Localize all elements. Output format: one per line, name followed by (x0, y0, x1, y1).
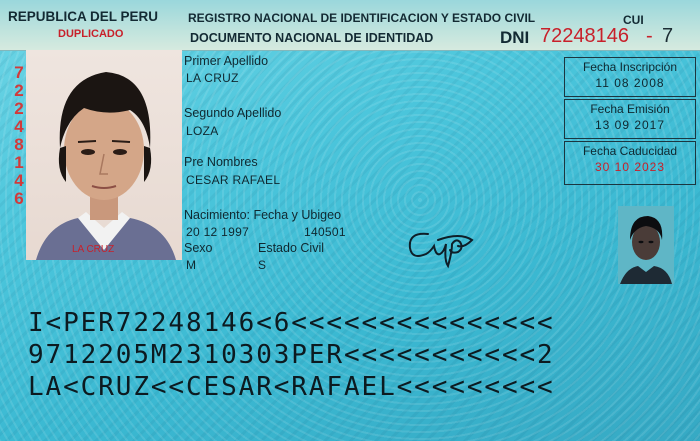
registration-date-label: Fecha Inscripción (582, 60, 678, 74)
expiry-date-box (564, 141, 696, 185)
document-title: DOCUMENTO NACIONAL DE IDENTIDAD (190, 31, 434, 45)
issue-date-label: Fecha Emisión (590, 102, 670, 116)
ghost-portrait (618, 206, 674, 284)
side-digit: 4 (14, 171, 24, 190)
first-surname-label: Primer Apellido (184, 54, 269, 68)
dni-number: 72248146 (540, 25, 629, 47)
side-digit: 8 (14, 135, 24, 154)
civil-status-label: Estado Civil (258, 241, 324, 255)
side-digit: 1 (14, 153, 24, 172)
photo-caption: LA CRUZ (72, 244, 115, 255)
registration-date-value: 11 08 2008 (595, 76, 665, 90)
side-digit: 7 (14, 63, 24, 82)
sex-value: M (186, 258, 197, 272)
expiry-date-label: Fecha Caducidad (582, 144, 678, 158)
given-names-value: CESAR RAFAEL (186, 173, 281, 187)
country-name: REPUBLICA DEL PERU (8, 9, 159, 24)
mrz-line-3: LA<CRUZ<<CESAR<RAFAEL<<<<<<<<< (28, 372, 555, 402)
side-digit: 4 (14, 117, 24, 136)
side-digit: 2 (14, 99, 24, 118)
check-digit: 7 (662, 25, 674, 47)
portrait-illustration (26, 50, 182, 260)
issue-date-value: 13 09 2017 (594, 118, 666, 132)
expiry-date-value: 30 10 2023 (594, 160, 666, 174)
cui-label: CUI (623, 13, 644, 27)
signature (400, 222, 480, 272)
second-surname-label: Segundo Apellido (184, 106, 282, 120)
side-digit: 6 (14, 189, 24, 208)
ghost-photo (618, 206, 674, 284)
ubigeo: 140501 (304, 225, 346, 239)
sex-label: Sexo (184, 241, 213, 255)
given-names-label: Pre Nombres (184, 155, 258, 169)
holder-photo (26, 50, 182, 260)
registration-date-box (564, 57, 696, 97)
dni-label: DNI (500, 28, 530, 47)
mrz-line-2: 9712205M2310303PER<<<<<<<<<<<2 (28, 340, 555, 370)
birth-date: 20 12 1997 (186, 225, 250, 239)
registry-name: REGISTRO NACIONAL DE IDENTIFICACION Y ESTADO CIVIL (188, 11, 536, 25)
mrz-line-1: I<PER72248146<6<<<<<<<<<<<<<<< (28, 308, 555, 338)
side-digit: 2 (14, 81, 24, 100)
issue-date-box (564, 99, 696, 139)
birth-label: Nacimiento: Fecha y Ubigeo (184, 208, 342, 222)
second-surname-value: LOZA (186, 124, 219, 138)
dni-dash: - (646, 25, 653, 47)
first-surname-value: LA CRUZ (186, 71, 239, 85)
duplicate-label: DUPLICADO (58, 28, 124, 40)
civil-status-value: S (258, 258, 267, 272)
